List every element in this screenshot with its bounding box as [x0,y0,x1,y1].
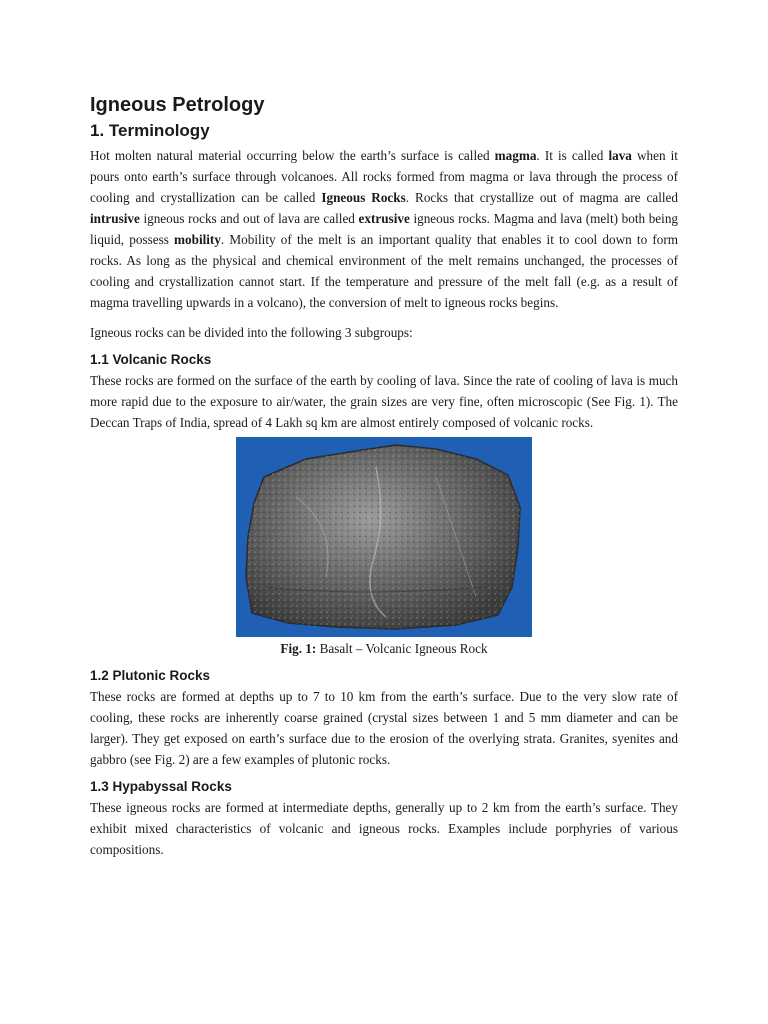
paragraph-plutonic-rocks: These rocks are formed at depths up to 7 to 10 km from the earth’s surface. Due to the very slow rate of cooling, these rocks are inherently coarse grained (crystal sizes between 1 and 5 mm diameter and can be larger). They get exposed on earth’s surface due to the erosion of the overlying strata. Granites, syenites and gabbro (see Fig. 2) are a few examples of plutonic rocks. [90,689,678,767]
term-extrusive: extrusive [358,211,410,226]
term-mobility: mobility [174,232,221,247]
text-run: Hot molten natural material occurring below the earth’s surface is called [90,148,495,163]
figure-caption [90,639,678,659]
section-heading-plutonic-rocks: 1.2 Plutonic Rocks [90,668,211,683]
figure-label: Fig. 1: [280,641,317,656]
text-run: igneous rocks. Magma and lava (melt) both being liquid, possess [90,211,679,247]
term-magma: magma [494,148,537,163]
paragraph-terminology [90,145,678,313]
text-run: . Rocks that crystallize out of magma are called [405,190,678,205]
text-run: . It is called [536,148,609,163]
text-run: when it pours onto earth’s surface through volcanoes. All rocks formed from magma or lava through the process of cooling and crystallization can be called [90,148,678,205]
text-run: igneous rocks and out of lava are called [139,211,359,226]
section-heading-terminology: 1. Terminology [90,121,210,140]
basalt-rock-illustration [236,437,532,637]
page-title: Igneous Petrology [90,94,265,116]
section-heading-hypabyssal-rocks: 1.3 Hypabyssal Rocks [90,779,232,794]
paragraph-subgroups: Igneous rocks can be divided into the following 3 subgroups: [90,325,413,340]
paragraph-volcanic-rocks: These rocks are formed on the surface of the earth by cooling of lava. Since the rate of cooling of lava is much more rapid due to the exposure to air/water, the grain sizes are very fine, often microscopic (See Fig. 1). The Deccan Traps of India, spread of 4 Lakh sq km are almost entirely composed of volcanic rocks. [90,373,678,430]
text-run: . Mobility of the melt is an important quality that enables it to cool down to form rocks. As long as the physical and chemical environment of the melt remains unchanged, the processes of cooling and crystallization cannot start. If the temperature and pressure of the melt fall (e.g. as a result of magma travelling upwards in a volcano), the conversion of melt to igneous rocks begins. [90,232,678,310]
term-igneous-rocks: Igneous Rocks [321,190,406,205]
basalt-rock-image [236,437,532,637]
figure-caption-text: Basalt – Volcanic Igneous Rock [316,641,488,656]
term-lava: lava [608,148,632,163]
paragraph-hypabyssal-rocks: These igneous rocks are formed at intermediate depths, generally up to 2 km from the earth’s surface. They exhibit mixed characteristics of volcanic and igneous rocks. Examples include porphyries of various compositions. [90,800,678,857]
section-heading-volcanic-rocks: 1.1 Volcanic Rocks [90,352,212,367]
rock-texture [246,445,520,629]
term-intrusive: intrusive [90,211,140,226]
